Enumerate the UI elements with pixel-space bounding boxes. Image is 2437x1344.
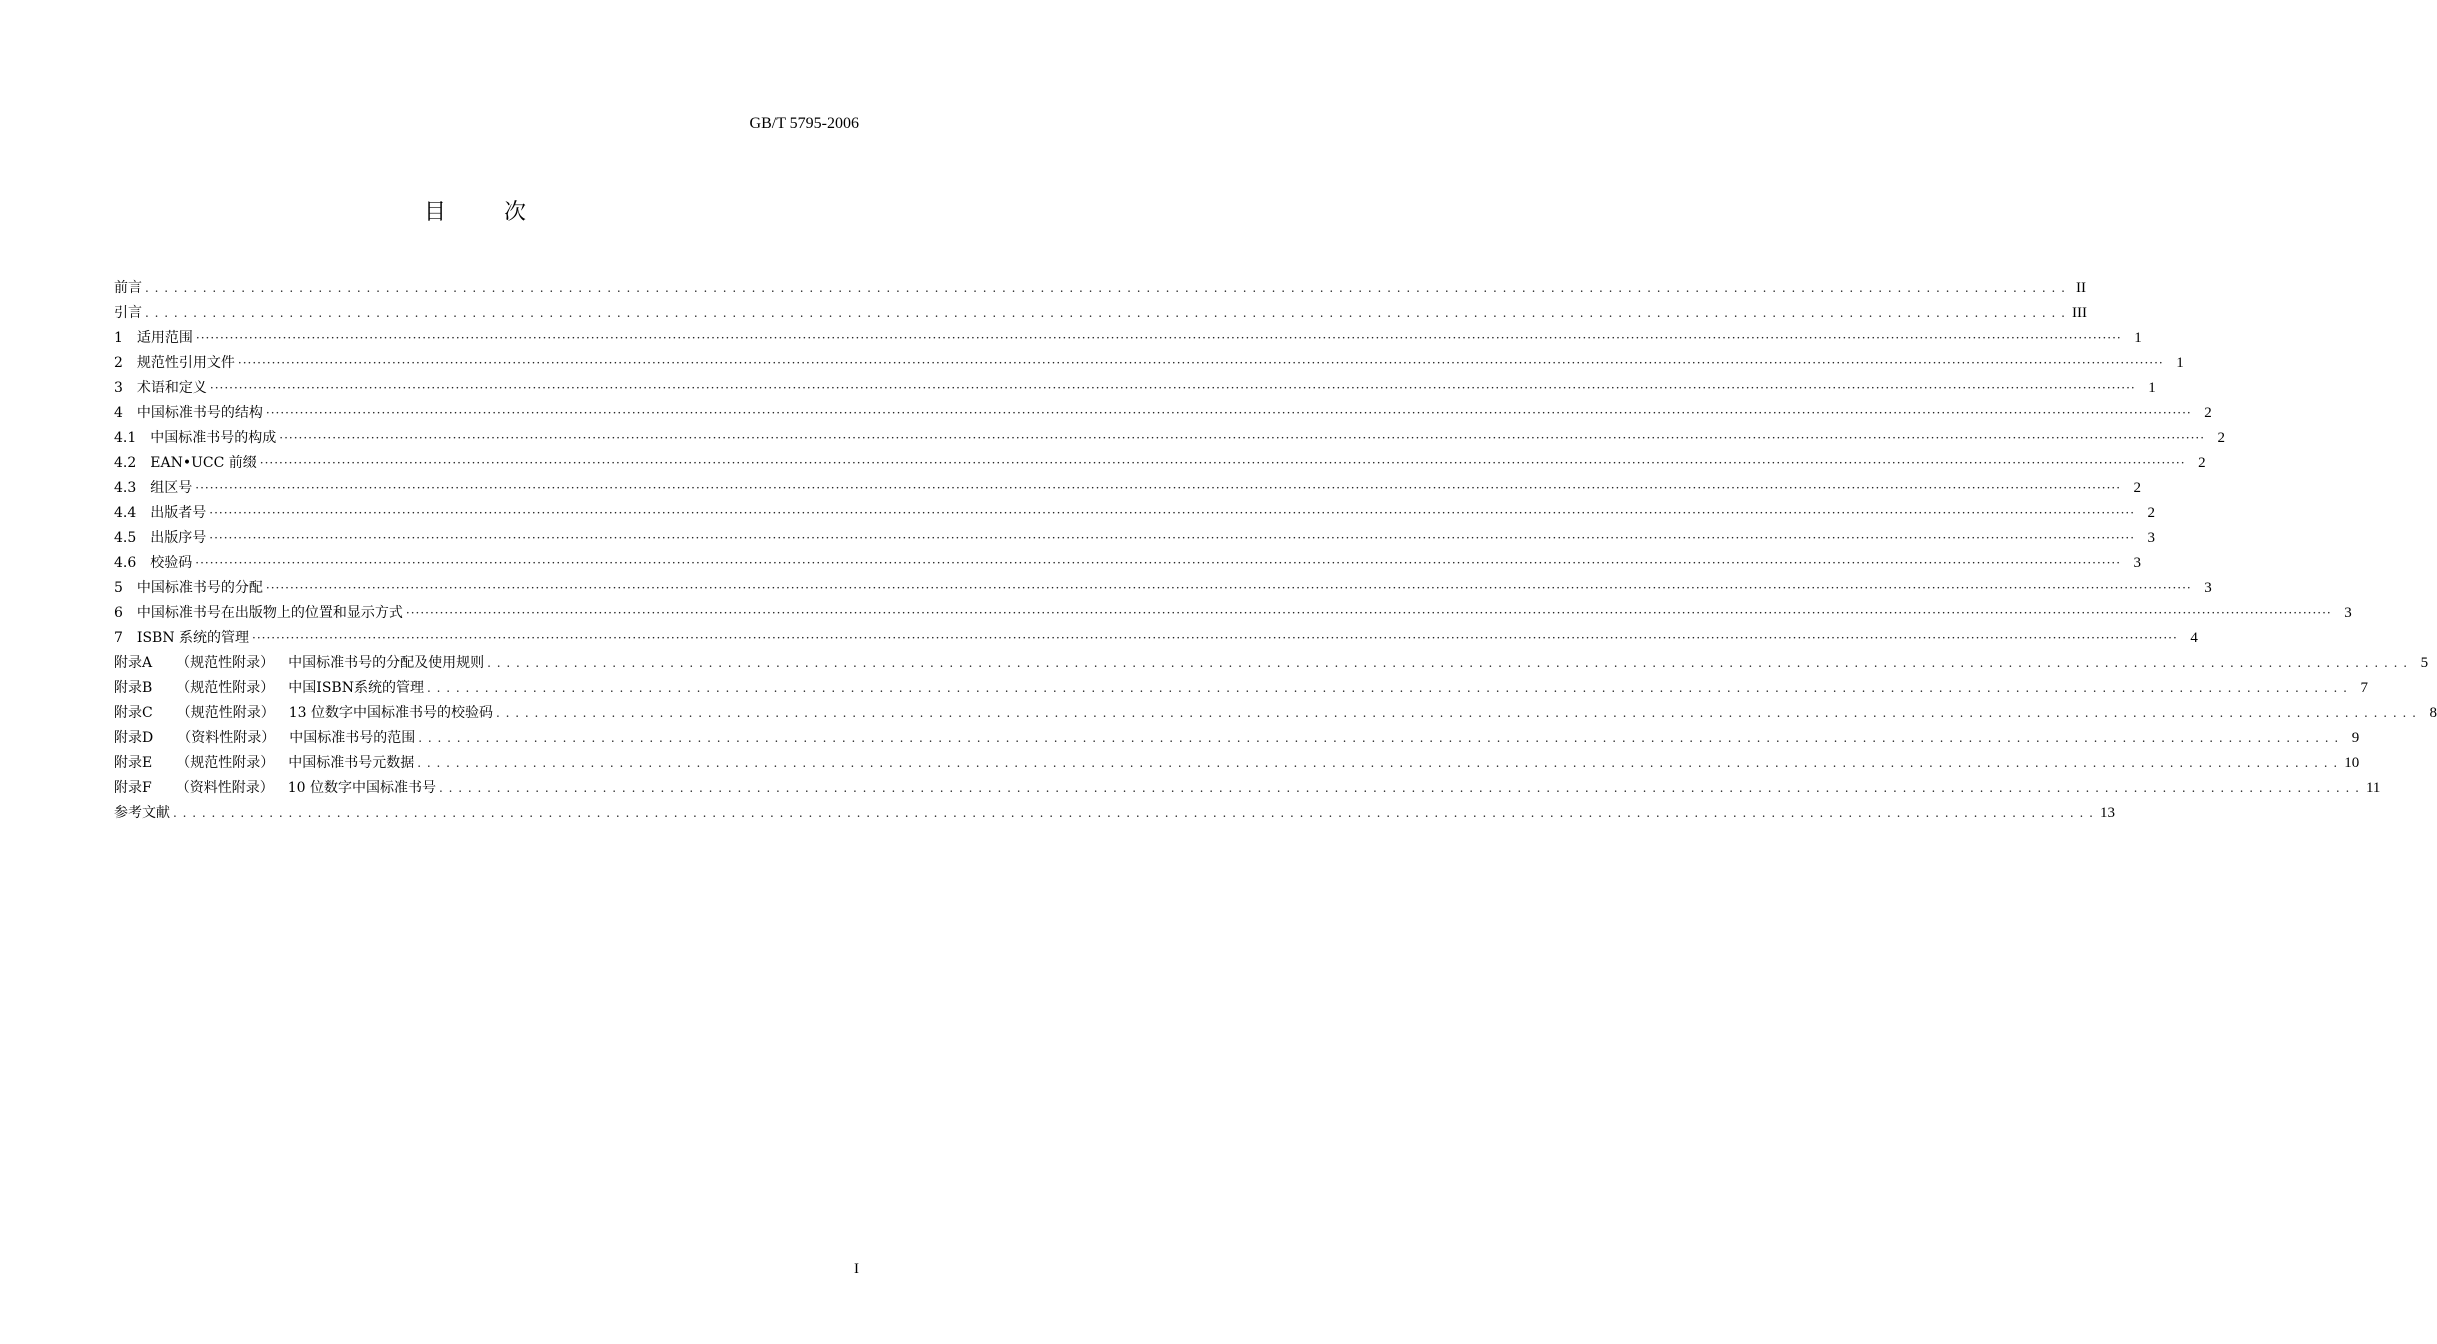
toc-leader-dots: . . . . . . . . . . . . . . . . . . . . . . . . . . . . . . . . . . . . . . . . . . . . . . . . . . . . . . . . . . . . . . . . . . . . . . . . . . . . . . . . . . . . . . . . . . . . . . . . . . . . . . . . . . . . . . . . . . . . . . . . . . . . . . . . . . . . . . . . . . . . . . . . . . . . . . . . . . . . . . . . . . . . . . . . . . . . . . . . . . . . . . . . . . . . . . . . . . . . . . . . [426,681,2348,695]
toc-entry-title: 适用范围 [136,330,193,346]
toc-leader-dots: ················································································································································································································································································································································································································ [252,631,2178,645]
toc-leader-dots: ················································································································································································································································································································································································································ [209,506,2136,520]
toc-leader-dots: ················································································································································································································································································································································································································ [265,406,2192,420]
toc-entry-page: 3 [2147,530,2156,546]
toc-leader-dots: . . . . . . . . . . . . . . . . . . . . . . . . . . . . . . . . . . . . . . . . . . . . . . . . . . . . . . . . . . . . . . . . . . . . . . . . . . . . . . . . . . . . . . . . . . . . . . . . . . . . . . . . . . . . . . . . . . . . . . . . . . . . . . . . . . . . . . . . . . . . . . . . . . . . . . . . . . . . . . . . . . . . . . . . . . . . . . . . . . . . . . . . . . . . . . . . . . . . . . . . [487,656,2409,670]
toc-entry[interactable] [114,626,2198,651]
toc-leader-dots: . . . . . . . . . . . . . . . . . . . . . . . . . . . . . . . . . . . . . . . . . . . . . . . . . . . . . . . . . . . . . . . . . . . . . . . . . . . . . . . . . . . . . . . . . . . . . . . . . . . . . . . . . . . . . . . . . . . . . . . . . . . . . . . . . . . . . . . . . . . . . . . . . . . . . . . . . . . . . . . . . . . . . . . . . . . . . . . . . . . . . . . . . . . . . . . . . . . . . . . . [145,281,2066,295]
toc-leader-dots: . . . . . . . . . . . . . . . . . . . . . . . . . . . . . . . . . . . . . . . . . . . . . . . . . . . . . . . . . . . . . . . . . . . . . . . . . . . . . . . . . . . . . . . . . . . . . . . . . . . . . . . . . . . . . . . . . . . . . . . . . . . . . . . . . . . . . . . . . . . . . . . . . . . . . . . . . . . . . . . . . . . . . . . . . . . . . . . . . . . . . . . . . . . . . . . . . . . . . . . . [438,781,2360,795]
toc-entry[interactable] [114,726,2360,751]
toc-entry-title: 参考文献 [114,805,170,821]
toc-leader-dots: ················································································································································································································································································································································································································ [209,531,2136,545]
toc-entry-page: 2 [2133,480,2142,496]
toc-entry[interactable] [114,676,2368,701]
toc-entry-label [114,576,263,601]
toc-entry-number: 3 [114,380,123,396]
toc-entry-page: 3 [2204,580,2212,596]
toc-entry-label [114,751,414,776]
toc-entry-number: 4.4 [114,505,137,521]
toc-entry-annex-type: （规范性附录） [176,680,275,696]
toc-entry-label [114,501,206,526]
toc-entry-label [114,376,207,401]
toc-entry-title: 组区号 [150,480,193,496]
toc-entry-annex-type: （资料性附录） [175,780,274,796]
toc-entry-page: 2 [2204,405,2212,421]
toc-entry-page: 11 [2365,780,2381,796]
toc-entry-number: 4.2 [114,455,137,471]
toc-entry-title: 中国标准书号的分配及使用规则 [288,655,485,671]
toc-entry-title: 规范性引用文件 [136,355,235,371]
toc-entry-number: 7 [114,630,123,646]
toc-entry-number: 4.6 [114,555,137,571]
toc-entry-title: 中国标准书号的分配 [136,580,263,596]
toc-entry-number: 附录F [114,780,152,796]
toc-entry[interactable] [114,601,2352,626]
toc-entry[interactable] [114,526,2156,551]
page-number: I [854,1261,859,1277]
toc-entry-label [114,326,193,351]
toc-entry-number: 2 [114,355,123,371]
toc-leader-dots: ················································································································································································································································································································································································································ [265,581,2192,595]
toc-leader-dots: ················································································································································································································································································································································································································ [209,381,2136,395]
toc-entry-page: 13 [2099,805,2115,821]
toc-entry-title: 引言 [114,305,142,321]
toc-leader-dots: . . . . . . . . . . . . . . . . . . . . . . . . . . . . . . . . . . . . . . . . . . . . . . . . . . . . . . . . . . . . . . . . . . . . . . . . . . . . . . . . . . . . . . . . . . . . . . . . . . . . . . . . . . . . . . . . . . . . . . . . . . . . . . . . . . . . . . . . . . . . . . . . . . . . . . . . . . . . . . . . . . . . . . . . . . . . . . . . . . . . . . . . . . . . . . . . . . . . . . . . [145,306,2066,320]
toc-entry-title: 出版者号 [150,505,207,521]
toc-entry-page: 7 [2360,680,2368,696]
toc-entry-number: 5 [114,580,123,596]
toc-entry-page: 2 [2217,430,2226,446]
toc-leader-dots: . . . . . . . . . . . . . . . . . . . . . . . . . . . . . . . . . . . . . . . . . . . . . . . . . . . . . . . . . . . . . . . . . . . . . . . . . . . . . . . . . . . . . . . . . . . . . . . . . . . . . . . . . . . . . . . . . . . . . . . . . . . . . . . . . . . . . . . . . . . . . . . . . . . . . . . . . . . . . . . . . . . . . . . . . . . . . . . . . . . . . . . . . . . . . . . . . . . . . . . . [418,731,2340,745]
toc-entry-number: 1 [114,330,123,346]
toc-entry-label [114,451,257,476]
toc-entry-number: 4.3 [114,480,137,496]
toc-entry-page: 1 [2176,355,2184,371]
toc-entry-title: 前言 [114,280,142,296]
toc-entry-title: 中国标准书号在出版物上的位置和显示方式 [136,605,403,621]
toc-leader-dots: . . . . . . . . . . . . . . . . . . . . . . . . . . . . . . . . . . . . . . . . . . . . . . . . . . . . . . . . . . . . . . . . . . . . . . . . . . . . . . . . . . . . . . . . . . . . . . . . . . . . . . . . . . . . . . . . . . . . . . . . . . . . . . . . . . . . . . . . . . . . . . . . . . . . . . . . . . . . . . . . . . . . . . . . . . . . . . . . . . . . . . . . . . . . . . . . . . . . . . . . [495,706,2417,720]
toc-entry-page: 2 [2147,505,2156,521]
toc-entry-number: 4.1 [114,430,137,446]
toc-entry-annex-type: （规范性附录） [176,705,275,721]
toc-entry-label [114,526,206,551]
toc-entry[interactable] [114,501,2156,526]
toc-entry[interactable] [114,476,2142,501]
standard-number: GB/T 5795-2006 [749,115,859,132]
toc-entry-label [114,276,142,301]
toc-entry-page: 8 [2429,705,2437,721]
toc-entry-page: 5 [2420,655,2429,671]
toc-entry-label [114,676,424,701]
toc-entry-label [114,701,493,726]
toc-entry[interactable] [114,401,2212,426]
toc-entry-number: 附录C [114,705,153,721]
toc-entry[interactable] [114,801,2115,826]
toc-leader-dots: ················································································································································································································································································································································································································ [279,431,2206,445]
toc-entry-label [114,551,192,576]
toc-entry[interactable] [114,751,2360,776]
toc-entry-page: 2 [2198,455,2206,471]
toc-entry-title: 中国标准书号的范围 [289,730,416,746]
toc-leader-dots: ················································································································································································································································································································································································································ [195,556,2122,570]
toc-entry[interactable] [114,701,2437,726]
toc-entry[interactable] [114,451,2206,476]
table-of-contents [114,276,2437,826]
toc-entry[interactable] [114,651,2429,676]
toc-entry-title: 13 位数字中国标准书号的校验码 [288,705,493,721]
toc-entry[interactable] [114,576,2212,601]
toc-leader-dots: ················································································································································································································································································································································································································ [195,481,2122,495]
toc-entry-label [114,401,263,426]
toc-entry-title: 中国标准书号的结构 [136,405,263,421]
page-title: 目次 [423,200,584,225]
toc-entry-label [114,301,142,326]
toc-entry-page: 3 [2344,605,2352,621]
toc-entry-title: 中国标准书号的构成 [150,430,277,446]
toc-entry-number: 4.5 [114,530,137,546]
toc-leader-dots: ················································································································································································································································································································································································································ [237,356,2164,370]
toc-entry-number: 附录A [114,655,153,671]
toc-entry-title: 中国ISBN系统的管理 [288,680,424,696]
toc-entry-annex-type: （规范性附录） [176,655,275,671]
toc-entry-label [114,776,436,801]
toc-entry-label [114,426,276,451]
toc-leader-dots: ················································································································································································································································································································································································································ [195,331,2122,345]
toc-leader-dots: ················································································································································································································································································································································································································ [259,456,2186,470]
toc-entry[interactable] [114,351,2184,376]
toc-entry-page: 9 [2351,730,2360,746]
toc-leader-dots: . . . . . . . . . . . . . . . . . . . . . . . . . . . . . . . . . . . . . . . . . . . . . . . . . . . . . . . . . . . . . . . . . . . . . . . . . . . . . . . . . . . . . . . . . . . . . . . . . . . . . . . . . . . . . . . . . . . . . . . . . . . . . . . . . . . . . . . . . . . . . . . . . . . . . . . . . . . . . . . . . . . . . . . . . . . . . . . . . . . . . . . . . . . . . . . . . . . . . . . . [417,756,2339,770]
toc-entry-label [114,651,484,676]
toc-entry-label [114,351,235,376]
toc-entry-page: 4 [2190,630,2198,646]
toc-entry[interactable] [114,426,2226,451]
toc-entry-page: III [2071,305,2087,321]
toc-entry-number: 附录E [114,755,153,771]
toc-entry-number: 附录B [114,680,153,696]
toc-entry-title: 中国标准书号元数据 [288,755,415,771]
toc-entry-number: 附录D [114,730,154,746]
toc-entry-number: 6 [114,605,123,621]
toc-leader-dots: ················································································································································································································································································································································································································ [405,606,2332,620]
toc-entry[interactable] [114,776,2381,801]
toc-entry-title: ISBN 系统的管理 [136,630,250,646]
toc-entry[interactable] [114,326,2142,351]
toc-entry-label [114,476,192,501]
toc-entry-title: 10 位数字中国标准书号 [287,780,436,796]
toc-entry-number: 4 [114,405,123,421]
toc-entry[interactable] [114,551,2142,576]
toc-entry-page: 1 [2148,380,2156,396]
toc-entry-page: II [2075,280,2086,296]
toc-entry[interactable] [114,301,2087,326]
toc-entry-annex-type: （规范性附录） [176,755,275,771]
toc-entry-label [114,726,415,751]
toc-entry-page: 3 [2133,555,2142,571]
toc-entry[interactable] [114,276,2086,301]
toc-entry-title: 出版序号 [150,530,207,546]
toc-entry-label [114,601,403,626]
toc-entry-title: 校验码 [150,555,193,571]
toc-entry-label [114,626,249,651]
toc-entry-page: 10 [2344,755,2360,771]
toc-leader-dots: . . . . . . . . . . . . . . . . . . . . . . . . . . . . . . . . . . . . . . . . . . . . . . . . . . . . . . . . . . . . . . . . . . . . . . . . . . . . . . . . . . . . . . . . . . . . . . . . . . . . . . . . . . . . . . . . . . . . . . . . . . . . . . . . . . . . . . . . . . . . . . . . . . . . . . . . . . . . . . . . . . . . . . . . . . . . . . . . . . . . . . . . . . . . . . . . . . . . . . . . [173,806,2094,820]
toc-entry-title: EAN•UCC 前缀 [150,455,257,471]
toc-entry-annex-type: （资料性附录） [177,730,276,746]
toc-entry-title: 术语和定义 [136,380,207,396]
toc-entry-label [114,801,170,826]
toc-entry[interactable] [114,376,2156,401]
toc-entry-page: 1 [2134,330,2142,346]
